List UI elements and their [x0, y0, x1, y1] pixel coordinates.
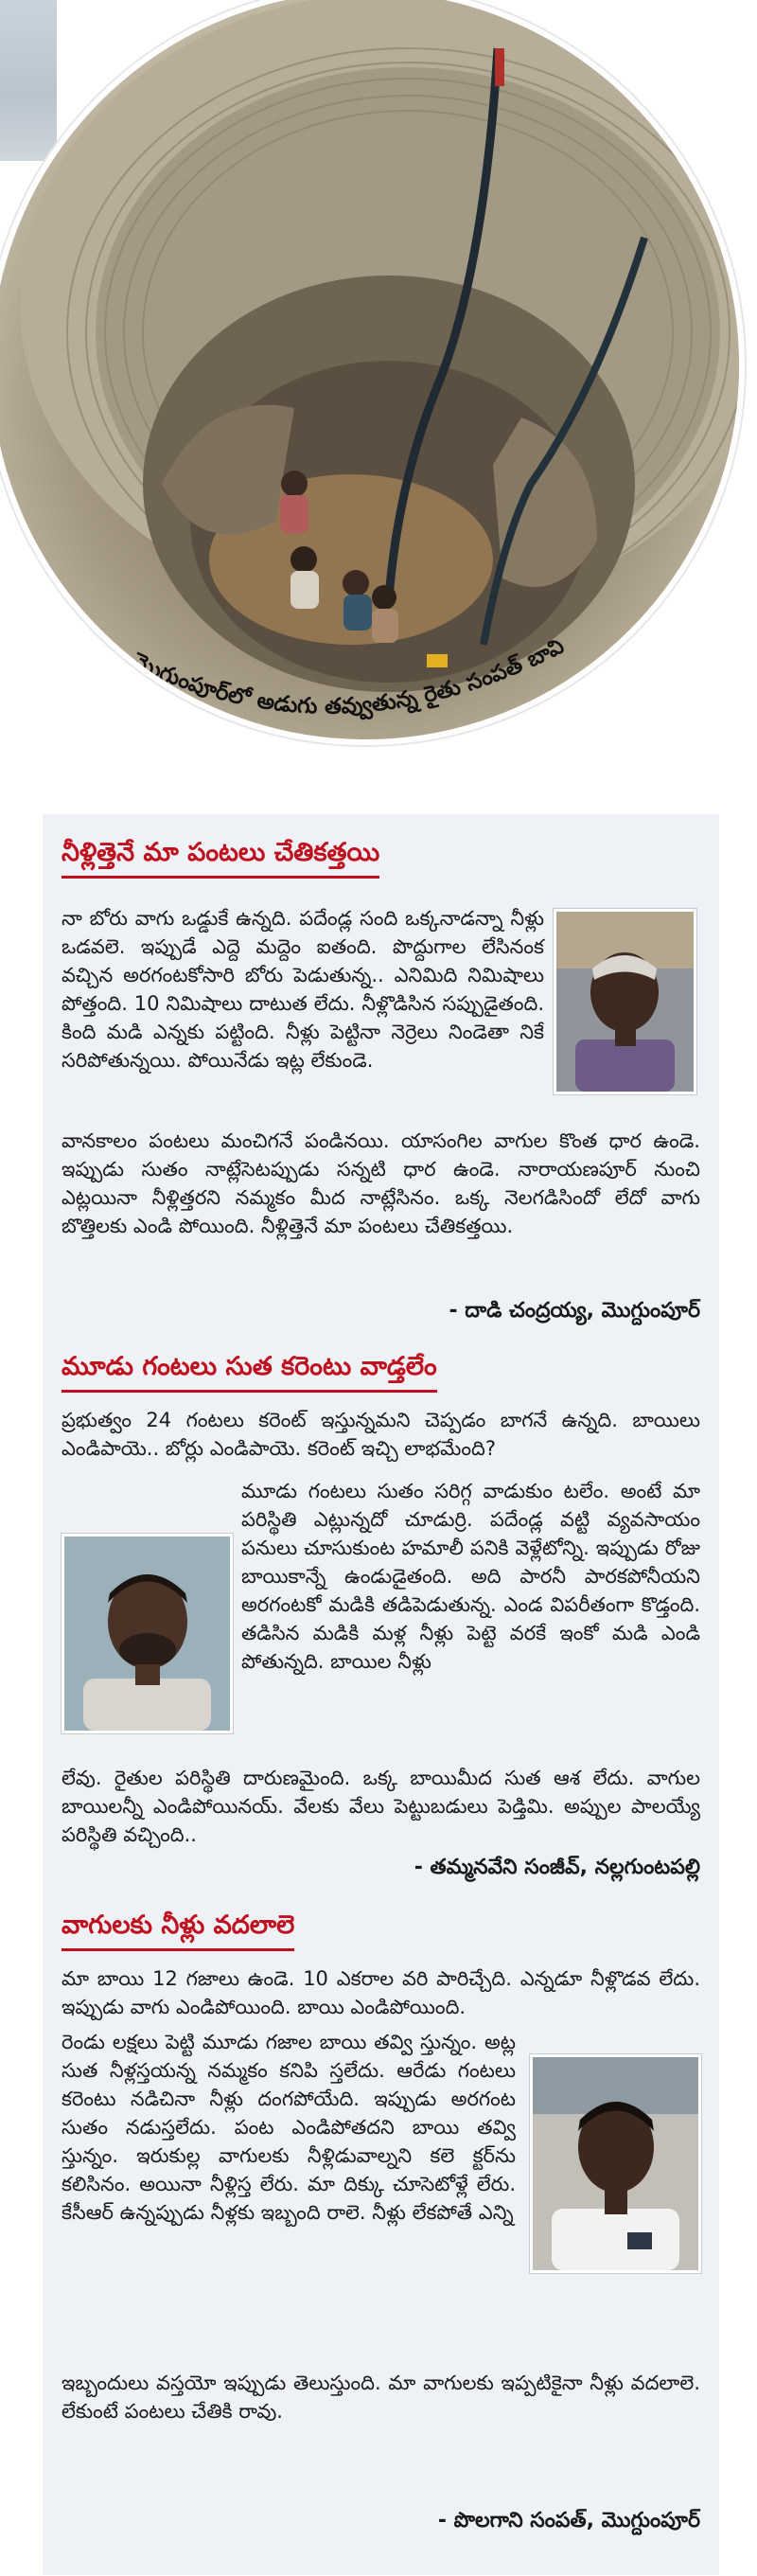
section-3-title: వాగులకు నీళ్లు వదలాలె — [62, 1910, 294, 1951]
photo-caption-arc — [0, 0, 739, 739]
section-2-title: మూడు గంటలు సుత కరెంటు వాడ్తలేం — [62, 1352, 437, 1393]
section-1-wrapped-text: నా బోరు వాగు ఒడ్డుకే ఉన్నది. పదేండ్ల సంది ఒక్కనాడన్నా నీళ్లు ఒడవలె. ఇప్పుడే ఎద్దె మద్దెం ఐతంది. పొద్దుగాల లేసినంక వచ్చిన అరగంటకోసారి బోరు పెడుతున్న.. ఎనిమిది నిమిషాలు పోత్తంది. 10 నిమిషాలు దాటుత లేదు. నీళ్లొడిసిన సప్పుడైతంది. కింది మడి ఎన్నకు పట్టింది. నీళ్లు పెట్టినా నెర్రెలు నిండెతా నికే సరిపోతున్నయి. పోయినేడు ఇట్ల లేకుండె. — [62, 907, 544, 1072]
well-photo — [0, 0, 745, 745]
section-3-full-text: ఇబ్బందులు వస్తయో ఇప్పుడు తెలుస్తుంది. మా వాగులకు ఇప్పటికైనా నీళ్లు వదలాలె. లేకుంటే పంటలు చేతికి రావు. — [62, 2372, 700, 2423]
section-1-title: నీళ్లిత్తెనే మా పంటలు చేతికత్తయి — [62, 838, 379, 879]
portrait-polagani-sampath — [530, 2054, 701, 2273]
section-1-signature: - దాడి చంద్రయ్య, మొగ్దుంపూర్ — [449, 1299, 700, 1323]
portrait-dadi-chandraiah — [554, 909, 696, 1094]
person-photo — [533, 2057, 698, 2270]
portrait-tammanaveni-sanjeev — [62, 1534, 233, 1733]
photo-area — [0, 0, 757, 795]
section-2-intro-text: ప్రభుత్వం 24 గంటలు కరెంట్‌ ఇస్తున్నమని చెప్పడం బాగనే ఉన్నది. బాయిలు ఎండిపాయె.. బోర్లు ఎండిపాయె. కరెంట్‌ ఇచ్చి లాభమేంది? — [62, 1409, 700, 1460]
section-2-signature: - తమ్మనవేని సంజీవ్‌, నల్లగుంటపల్లి — [414, 1856, 700, 1879]
person-photo — [64, 1537, 230, 1731]
section-3-signature: - పొలగాని సంపత్‌, మొగ్దుంపూర్ — [437, 2509, 700, 2532]
section-1-full-text: వానకాలం పంటలు మంచిగనే పండినయి. యాసంగిల వాగుల కొంత ధార ఉండె. ఇప్పుడు సుతం నాట్లేసెటప్పుడు సన్నటి ధార ఉండె. నారాయణపూర్‌ నుంచి ఎట్లయినా నీళ్లిత్తరని నమ్మకం మీద నాట్లేసినం. ఒక్క నెలగడిసిందో లేదో వాగు బొత్తిలకు ఎండి పోయింది. నీళ్లిత్తెనే మా పంటలు చేతికత్తయి. — [62, 1129, 700, 1237]
section-2-wrapped-text: మూడు గంటలు సుతం సరిగ్గ వాడుకుం టలేం. అంటే మా పరిస్థితి ఎట్లున్నదో చూడుర్రి. పదేండ్ల వట్టి వ్యవసాయం పనులు చూసుకుంట హమాలీ పనికి వెళ్లేటోన్ని. ఇప్పుడు రోజు బాయికాన్నే ఉండుడైతంది. అది పారనీ పారకపోనీయని అరగంటకో మడికి తడిపెడుతున్న. ఎండ విపరీతంగా కొడ్తంది. తడిసిన మడికి మళ్ల నీళ్లు పెట్టె వరకే ఇంకో మడి ఎండి పోతున్నది. బాయిల నీళ్లు — [241, 1480, 700, 1673]
section-3-wrapped-text: రెండు లక్షలు పెట్టి మూడు గజాల బాయి తవ్వి స్తున్నం. అట్ల సుత నీళ్లస్తయన్న నమ్మకం కనిపి స్తలేదు. ఆరేడు గంటలు కరెంటు నడిచినా నీళ్లు దంగపోయేది. ఇప్పుడు అరగంట సుతం నడుస్తలేదు. పంట ఎండిపోతదని బాయి తవ్వి స్తున్నం. ఇరుకుల్ల వాగులకు నీళ్లిడువాల్నని కలె క్టర్‌ను కలిసినం. అయినా నీళ్లిస్త లేరు. మా దిక్కు చూసెటోళ్లే లేరు. కేసీఆర్‌ ఉన్నప్పుడు నీళ్లకు ఇబ్బంది రాలె. నీళ్లు లేకపోతే ఎన్ని — [62, 2031, 516, 2224]
person-photo — [556, 912, 694, 1092]
svg-text:మొగ్దుంపూర్‌లో అడుగు తవ్వుతున్ — [128, 634, 568, 722]
photo-caption: మొగ్దుంపూర్‌లో అడుగు తవ్వుతున్న రైతు సంపత్‌ బావి — [128, 633, 569, 720]
section-3-intro-text: మా బాయి 12 గజాలు ఉండె. 10 ఎకరాల వరి పారిచ్చేది. ఎన్నడూ నీళ్లొడవ లేదు. ఇప్పుడు వాగు ఎండిపోయింది. బాయి ఎండిపోయింది. — [62, 1967, 700, 2018]
article-box — [43, 814, 719, 2575]
section-2-full-text: లేవు. రైతుల పరిస్థితి దారుణమైంది. ఒక్క బాయిమీద సుత ఆశ లేదు. వాగుల బాయిలన్నీ ఎండిపోయినయ్‌. వేలకు వేలు పెట్టుబడులు పెడ్తిమి. అప్పుల పాలయ్యే పరిస్థితి వచ్చింది.. — [62, 1767, 700, 1846]
